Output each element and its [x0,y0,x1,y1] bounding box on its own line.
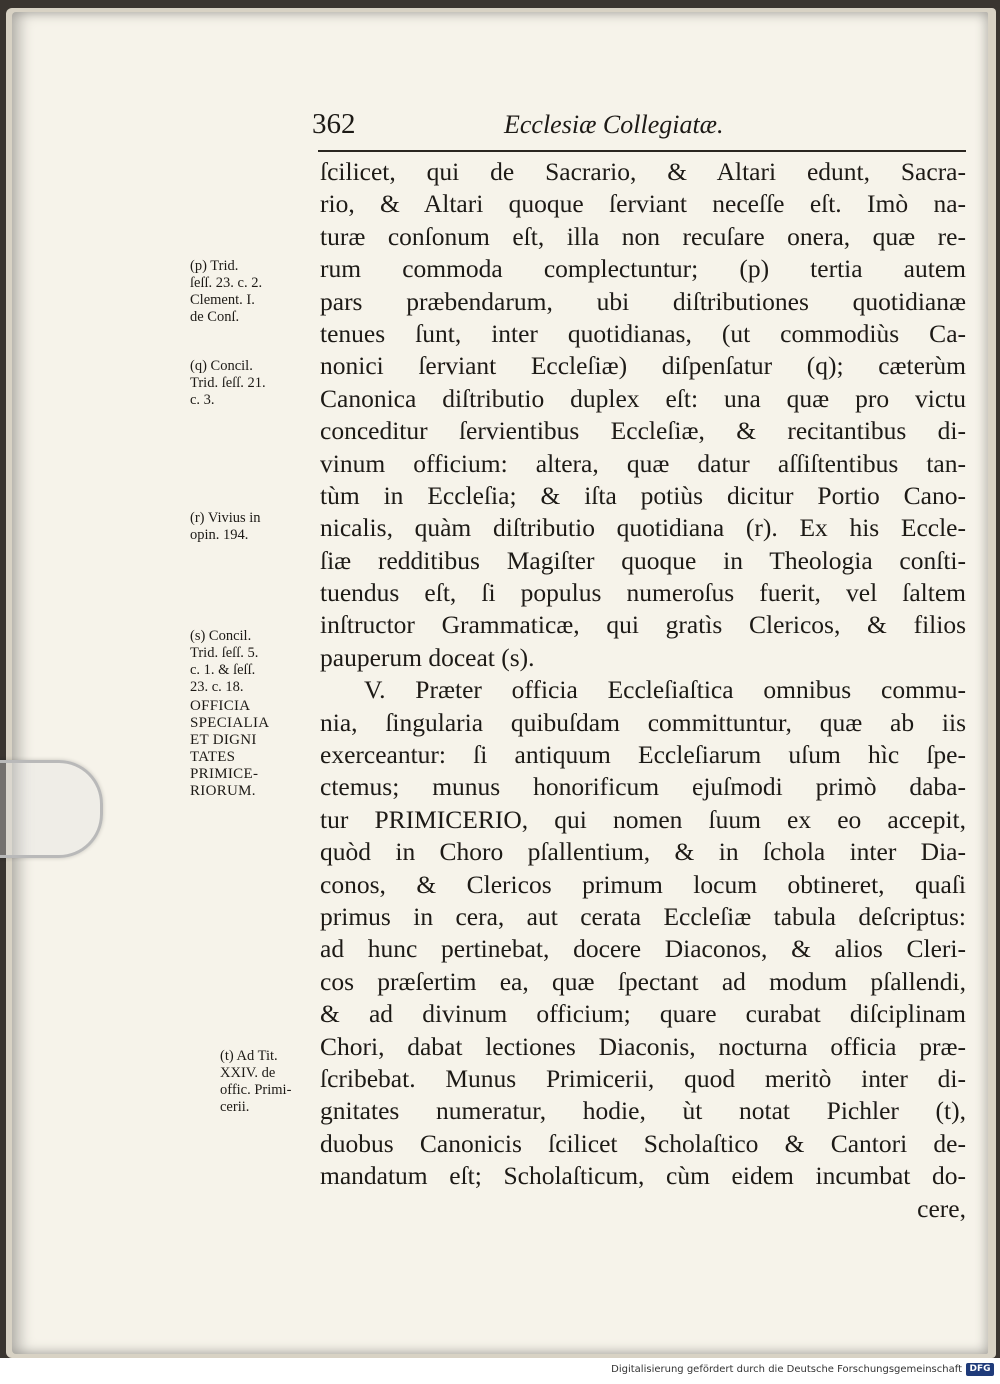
note-line: c. 1. & ſeſſ. [190,662,256,678]
note-line: (q) Concil. [190,358,253,374]
text-line: tùm in Eccleſia; & iſta potiùs dicitur Portio Cano- [320,480,966,510]
heading-line: OFFICIA [190,698,251,714]
text-line: nia, ſingularia quibuſdam committuntur, quæ ab iis [320,707,966,737]
text-line: ſiæ redditibus Magiſter quoque in Theologia conſti- [320,545,966,575]
text-line: mandatum eſt; Scholaſticum, cùm eidem incumbat do- [320,1161,966,1191]
note-line: Clement. I. [190,292,255,308]
note-line: de Conſ. [190,309,240,325]
footer-bar [0,1358,1000,1384]
text-line: ctemus; munus honorificum ejuſmodi primò daba- [320,772,966,802]
dfg-logo: DFG [966,1363,994,1376]
note-line: (s) Concil. [190,628,252,644]
text-line: Chori, dabat lectiones Diaconis, nocturna officia præ- [320,1031,966,1061]
heading-line: PRIMICE- [190,766,259,782]
note-line: 23. c. 18. [190,679,244,695]
text-line: turæ conſonum eſt, illa non recuſare onera, quæ re- [320,221,966,251]
text-line: exerceantur: ſi antiquum Eccleſiarum uſum hìc ſpe- [320,740,966,770]
main-text [320,156,966,1225]
running-title: Ecclesiæ Collegiatæ. [504,110,724,139]
note-line: XXIV. de [220,1065,276,1081]
text-line: tur PRIMICERIO, qui nomen ſuum ex eo accepit, [320,804,966,834]
page-clip [0,760,103,858]
note-line: (r) Vivius in [190,510,261,526]
text-line: tenues ſunt, inter quotidianas, (ut commodiùs Ca- [320,318,966,348]
heading-line: RIORUM. [190,783,256,799]
text-line: inſtructor Grammaticæ, qui gratìs Clericos, & filios [320,610,966,640]
text-line: duobus Canonicis ſcilicet Scholaſtico & Cantori de- [320,1128,966,1158]
text-line: cos præſertim ea, quæ ſpectant ad modum pſallendi, [320,966,966,996]
text-line: primus in cera, aut cerata Eccleſiæ tabula deſcriptus: [320,901,966,931]
margin-note-r [190,510,318,544]
text-line: rum commoda complectuntur; (p) tertia autem [320,254,966,284]
heading-line: SPECIALIA [190,715,270,731]
text-line: vinum officium: altera, quæ datur aſſiſtentibus tan- [320,448,966,478]
text-line: pauperum doceat (s). [320,642,535,672]
header-rule [318,150,966,152]
note-line: offic. Primi- [220,1082,292,1098]
margin-note-s [190,628,318,696]
note-line: cerii. [220,1099,250,1115]
note-line: Trid. ſeſſ. 5. [190,645,259,661]
page-header [312,108,960,148]
text-line: & ad divinum officium; quare curabat diſciplinam [320,999,966,1029]
text-line: rio, & Altari quoque ſerviant neceſſe eſt. Imò na- [320,189,966,219]
margin-heading-officia [190,698,318,800]
margin-note-q [190,358,318,409]
text-line: conos, & Clericos primum locum obtineret, quaſi [320,869,966,899]
text-line: Canonica diſtributio duplex eſt: una quæ pro victu [320,383,966,413]
margin-note-t [220,1048,320,1116]
text-line: quòd in Choro pſallentium, & in ſchola inter Dia- [320,837,966,867]
text-line: ad hunc pertinebat, docere Diaconos, & alios Cleri- [320,934,966,964]
text-line: nicalis, quàm diſtributio quotidiana (r). Ex his Eccle- [320,513,966,543]
text-line: tuendus eſt, ſi populus numeroſus fuerit, vel ſaltem [320,578,966,608]
note-line: opin. 194. [190,527,249,543]
heading-line: TATES [190,749,236,765]
heading-line: ET DIGNI [190,732,257,748]
note-line: (p) Trid. [190,258,239,274]
note-line: ſeſſ. 23. c. 2. [190,275,263,291]
note-line: (t) Ad Tit. [220,1048,278,1064]
text-line: V. Præter officia Eccleſiaſtica omnibus commu- [364,675,966,705]
text-line: ſcilicet, qui de Sacrario, & Altari edunt, Sacra- [320,157,966,186]
note-line: Trid. ſeſſ. 21. [190,375,266,391]
footer-credit: Digitalisierung gefördert durch die Deutsche Forschungsgemeinschaft [611,1364,962,1375]
text-line: ſcribebat. Munus Primicerii, quod meritò inter di- [320,1063,966,1093]
page-number: 362 [312,108,356,140]
text-line: nonici ſerviant Eccleſiæ) diſpenſatur (q); cæterùm [320,351,966,381]
text-line: pars præbendarum, ubi diſtributiones quotidianæ [320,286,966,316]
note-line: c. 3. [190,392,215,408]
margin-note-p [190,258,318,326]
text-line: gnitates numeratur, hodie, ùt notat Pichler (t), [320,1096,966,1126]
text-line: conceditur ſervientibus Eccleſiæ, & recitantibus di- [320,416,966,446]
text-line: cere, [917,1193,966,1223]
